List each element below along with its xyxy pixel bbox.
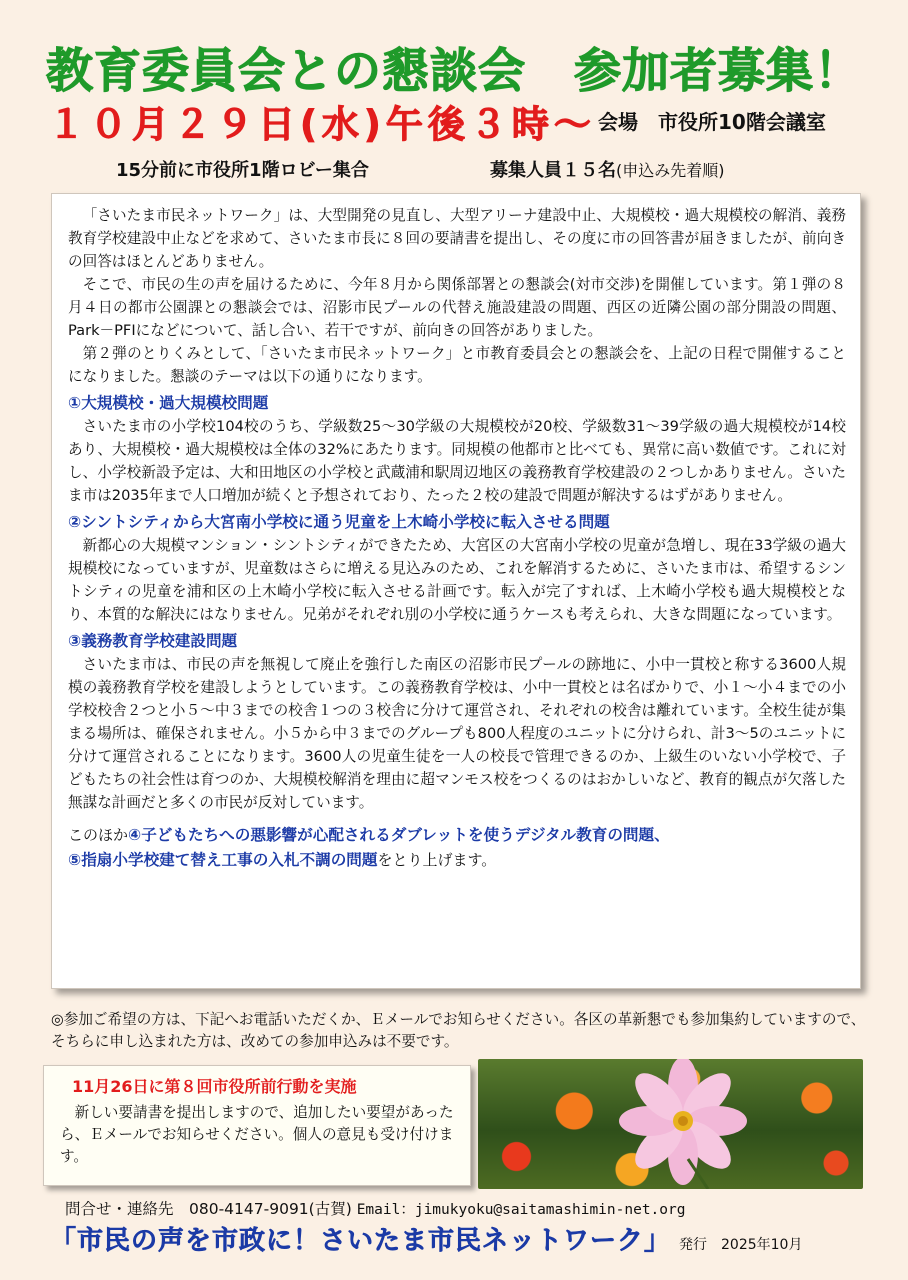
- footer: [50, 1220, 802, 1257]
- recruit-count: 募集人員１５名: [490, 160, 616, 181]
- section-heading-2: ②シントシティから大宮南小学校に通う児童を上木崎小学校に転入させる問題: [68, 513, 610, 531]
- section-text-2: 新都心の大規模マンション・シントシティができたため、大宮区の大宮南小学校の児童が急増し、現在33学級の過大規模校になっていますが、児童数はさらに増える見込みのため、これを解消するために、さいたま市は、希望するシントシティの児童を浦和区の上木崎小学校に転入させる計画です。転入が完了すれば、上木崎小学校も過大規模校となり、本質的な解決にはなりません。兄弟がそれぞれ別の小学校に通うケースも考えられ、大きな問題になっています。: [68, 537, 846, 623]
- section-text-3: さいたま市は、市民の声を無視して廃止を強行した南区の沼影市民プールの跡地に、小中一貫校と称する3600人規模の義務教育学校を建設しようとしています。この義務教育学校は、小中一貫校とは名ばかりで、小１～小４までの小学校校舎２つと小５～中３までの校舎１つの３校舎に分けて運営され、それぞれの校舎は離れています。全校生徒が集まる場所は、確保されません。小５から中３までのグループも800人程度のユニットに分けられ、計3～5のユニットに分けて運営されることになります。3600人の児童生徒を一人の校長で管理できるのか、上級生のいない小学校で、子どもたちの社会性は育つのか、大規模校解消を理由に超マンモス校をつくるのはおかしいなど、教育的観点が欠落した無謀な計画だと多くの市民が反対しています。: [68, 656, 846, 811]
- apply-note: ◎参加ご希望の方は、下記へお電話いただくか、Ｅメールでお知らせください。各区の革新懇でも参加集約していますので、そちらに申し込まれた方は、改めての参加申込みは不要です。: [51, 1011, 866, 1050]
- event-date: １０月２９日(水)午後３時～: [48, 103, 596, 146]
- organization-name: 「市民の声を市政に！さいたま市民ネットワーク」: [50, 1226, 672, 1256]
- action-event-title: 11月26日に第８回市役所前行動を実施: [72, 1077, 357, 1096]
- closing-item-5: ⑤指扇小学校建て替え工事の入札不調の問題: [68, 851, 378, 869]
- cosmos-flower-photo: [478, 1059, 863, 1189]
- gathering-info: 15分前に市役所1階ロビー集合: [116, 160, 369, 181]
- intro-paragraph-1: 「さいたま市民ネットワーク」は、大型開発の見直し、大型アリーナ建設中止、大規模校・過大規模校の解消、義務教育学校建設中止などを求めて、さいたま市長に８回の要請書を提出し、その度に市の回答書が届きましたが、前向きの回答はほとんどありません。: [68, 207, 846, 270]
- closing-suffix: をとり上げます。: [377, 851, 497, 869]
- page-title: 教育委員会との懇談会 参加者募集！: [46, 44, 862, 99]
- action-event-box: [43, 1065, 471, 1186]
- section-heading-1: ①大規模校・過大規模校問題: [68, 394, 269, 412]
- recruit-note: (申込み先着順): [616, 161, 725, 180]
- contact-phone: 問合せ・連絡先 080-4147-9091(古賀): [65, 1200, 352, 1218]
- event-venue: 会場 市役所10階会議室: [598, 110, 826, 134]
- main-content-box: [51, 193, 861, 989]
- action-event-body: 新しい要請書を提出しますので、追加したい要望があったら、Ｅメールでお知らせください。個人の意見も受け付けます。: [60, 1104, 454, 1165]
- intro-paragraph-3: 第２弾のとりくみとして、「さいたま市民ネットワーク」と市教育委員会との懇談会を、上記の日程で開催することになりました。懇談のテーマは以下の通りになります。: [68, 345, 846, 385]
- section-text-1: さいたま市の小学校104校のうち、学級数25～30学級の大規模校が20校、学級数31～39学級の過大規模校が14校あり、大規模校・過大規模校は全体の32%にあたります。同規模の他都市と比べても、異常に高い数値です。これに対し、小学校新設予定は、大和田地区の小学校と武蔵浦和駅周辺地区の義務教育学校建設の２つしかありません。さいたま市は2035年まで人口増加が続くと予想されており、たった２校の建設で問題が解決するはずがありません。: [68, 418, 846, 504]
- recruit-info: [490, 156, 725, 182]
- event-date-line: [48, 94, 596, 148]
- closing-item-4: ④子どもたちへの悪影響が心配されるダブレットを使うデジタル教育の問題、: [128, 826, 670, 844]
- contact-email: Email：jimukyoku@saitamashimin-net.org: [356, 1202, 686, 1218]
- intro-paragraph-2: そこで、市民の生の声を届けるために、今年８月から関係部署との懇談会(対市交渉)を開催しています。第１弾の８月４日の都市公園課との懇談会では、沼影市民プールの代替え施設建設の問題、西区の近隣公園の部分開設の問題、Park－PFIになどについて、話し合い、若干ですが、前向きの回答がありました。: [68, 276, 846, 339]
- cosmos-flower-icon: [478, 1059, 863, 1189]
- section-heading-3: ③義務教育学校建設問題: [68, 632, 238, 650]
- contact-info: [65, 1197, 685, 1219]
- issue-date: 発行 2025年10月: [679, 1237, 803, 1253]
- closing-prefix: このほか: [68, 826, 129, 844]
- closing-paragraph: [68, 823, 846, 873]
